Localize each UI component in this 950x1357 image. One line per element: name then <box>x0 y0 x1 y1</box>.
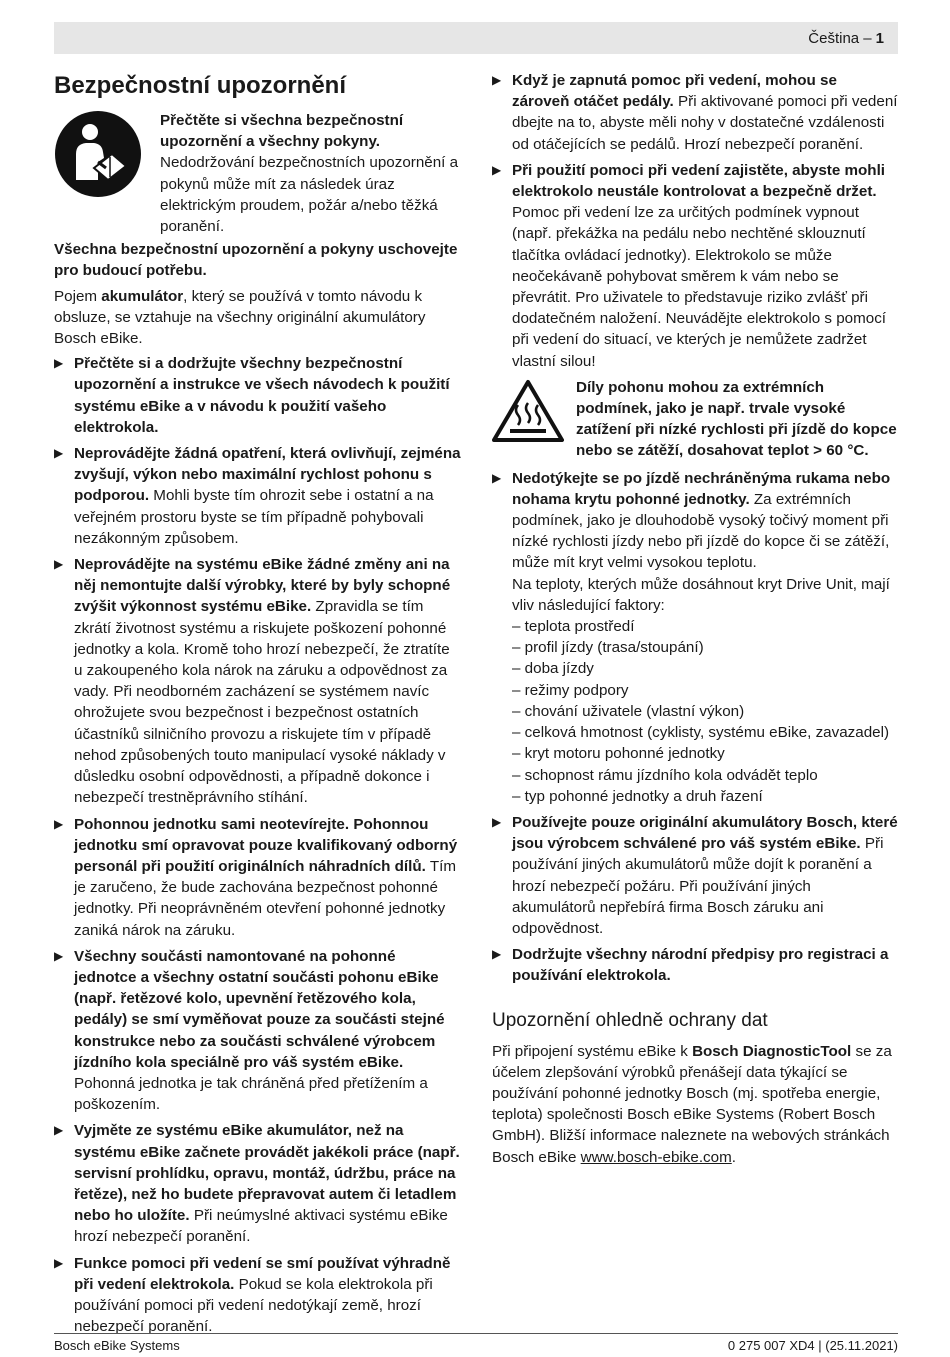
list-item: – celková hmotnost (cyklisty, systému eBike, zavazadel) <box>512 722 898 743</box>
page-title: Bezpečnostní upozornění <box>54 72 347 99</box>
list-item: – typ pohonné jednotky a druh řazení <box>512 786 898 807</box>
bullet-arrow-icon: ▶ <box>54 446 64 461</box>
bullet-arrow-icon: ▶ <box>54 948 64 963</box>
list-item: – kryt motoru pohonné jednotky <box>512 743 898 764</box>
list-item: – doba jízdy <box>512 658 898 679</box>
header-bar <box>54 22 898 54</box>
bullet-arrow-icon: ▶ <box>54 816 64 831</box>
keep-notice <box>54 239 462 281</box>
item-bold: Pohonnou jednotku sami neotevírejte. Pohonnou jednotku smí opravovat pouze kvalifikovaný odborný personál při použití originálních náhradních dílů. <box>74 815 458 875</box>
footer-company: Bosch eBike Systems <box>54 1338 180 1353</box>
intro-bold: Přečtěte si všechna bezpečnostní upozornění a všechny pokyny. <box>160 112 404 151</box>
heat-warning <box>492 377 898 462</box>
battery-term <box>54 286 462 350</box>
item-bold: Když je zapnutá pomoc při vedení, mohou se zároveň otáčet pedály. <box>512 72 837 111</box>
safety-item <box>54 443 462 549</box>
privacy-bold: Bosch DiagnosticTool <box>692 1042 852 1060</box>
privacy-mid: se za účelem zlepšování výrobků přenášejí data týkající se používání pohonné jednotky Bosch (mj. spotřeba energie, teplota) společnosti Bosch eBike Systems (Robert Bosch GmbH). Bližší informace naleznete na webových stránkách Bosch eBike <box>492 1042 892 1166</box>
intro-text <box>160 110 462 237</box>
safety-item <box>492 812 898 939</box>
item-text: Pokud se kola elektrokola při používání pomoci při vedení nedotýkají země, hrozí nebezpečí poranění. <box>74 1275 433 1336</box>
list-item: – schopnost rámu jízdního kola odvádět teplo <box>512 765 898 786</box>
keep-notice-text: Všechna bezpečnostní upozornění a pokyny uschovejte pro budoucí potřebu. <box>54 241 458 280</box>
item-text: Mohli byste tím ohrozit sebe i ostatní a na veřejném prostoru byste se tím případně pohybovali nezákonným způsobem. <box>74 487 434 547</box>
item-bold: Funkce pomoci při vedení se smí používat výhradně při vedení elektrokola. <box>74 1254 451 1293</box>
item-text: Za extrémních podmínek, jako je dlouhodobě vysoký točivý moment při nízké rychlosti jízdy nebo při jízdě do kopce či se zátěží, může mít kryt velmi vysokou teplotu. <box>512 490 890 572</box>
bullet-arrow-icon: ▶ <box>54 557 64 572</box>
factor-list <box>512 616 898 807</box>
list-item: – profil jízdy (trasa/stoupání) <box>512 637 898 658</box>
privacy-heading: Upozornění ohledně ochrany dat <box>492 1009 768 1031</box>
list-item: – režimy podpory <box>512 680 898 701</box>
item-bold: Nedotýkejte se po jízdě nechráněnýma rukama nebo nohama krytu pohonné jednotky. <box>512 469 891 508</box>
item-bold: Vyjměte ze systému eBike akumulátor, než na systému eBike začnete provádět jakékoli práce (např. servisní prohlídku, opravu, montáž, údržbu, práce na řetěze), než ho budete přepravovat autem či letadlem nebo ho uložíte. <box>74 1122 460 1225</box>
bullet-arrow-icon: ▶ <box>492 470 502 485</box>
bullet-arrow-icon: ▶ <box>492 73 502 87</box>
battery-term-post: , který se používá v tomto návodu k obsluze, se vztahuje na všechny originální akumulátory Bosch eBike. <box>54 287 426 348</box>
item-bold: Neprovádějte na systému eBike žádné změny ani na něj nemontujte další výrobky, které by byly schopné zvýšit výkonnost systému eBike. <box>74 556 451 616</box>
safety-item <box>54 814 462 941</box>
privacy-post: . <box>731 1148 736 1166</box>
safety-item <box>54 946 462 1116</box>
item-text: Tím je zaručeno, že bude zachována bezpečnost pohonné jednotky. Při neoprávněném otevření pohonné jednotky zaniká nárok na záruku. <box>74 857 456 939</box>
hot-surface-warning-icon <box>492 377 566 462</box>
language-label: Čeština – <box>808 30 872 47</box>
bullet-arrow-icon: ▶ <box>492 947 502 962</box>
item-bold: Přečtěte si a dodržujte všechny bezpečnostní upozornění a instrukce ve všech návodech k použití systému eBike a v návodu k použití vašeho elektrokola. <box>74 355 450 436</box>
safety-item <box>54 554 462 808</box>
safety-item <box>54 1120 462 1247</box>
battery-term-bold: akumulátor <box>101 287 184 305</box>
footer-divider <box>54 1333 898 1334</box>
privacy-pre: Při připojení systému eBike k <box>492 1042 693 1060</box>
intro-block <box>54 110 462 237</box>
item-text: Pomoc při vedení lze za určitých podmínek vypnout (např. překážka na pedálu nebo nechtěné sklouznutí tlačítka ovládací jednotky). Elektrokolo se může neočekávaně pohybovat směrem k vám nebo se převrátit. Pro uživatele to představuje riziko zvlášť při dodatečném naložení. Neuvádějte elektrokolo s pomocí při vedení do situací, ve kterých je nemůžete zadržet vlastní silou! <box>512 204 887 370</box>
heat-warning-text <box>576 377 898 462</box>
item-bold: Neprovádějte žádná opatření, která ovlivňují, zejména zvyšují, výkon nebo maximální rychlost pohonu s podporou. <box>74 445 461 505</box>
footer-doc-number: 0 275 007 XD4 | (25.11.2021) <box>727 1338 898 1353</box>
battery-term-pre: Pojem <box>54 287 102 305</box>
item-bold: Používejte pouze originální akumulátory Bosch, které jsou výrobcem schválené pro váš systém eBike. <box>512 813 898 853</box>
bullet-arrow-icon: ▶ <box>492 814 502 829</box>
header-language <box>808 30 884 47</box>
factors-intro: Na teploty, kterých může dosáhnout kryt Drive Unit, mají vliv následující faktory: <box>512 575 890 614</box>
bosch-ebike-link[interactable]: www.bosch-ebike.com <box>580 1148 732 1166</box>
left-column <box>54 70 462 1342</box>
item-text: Při používání jiných akumulátorů může dojít k poranění a hrozí nebezpečí požáru. Při používání jiných akumulátorů nepřebírá firma Bosch záruku ani odpovědnost. <box>512 835 884 937</box>
page-number: 1 <box>875 30 884 47</box>
list-item: – teplota prostředí <box>512 616 898 637</box>
bullet-arrow-icon: ▶ <box>54 356 64 371</box>
safety-item <box>492 70 898 155</box>
safety-item <box>54 353 462 438</box>
bullet-arrow-icon: ▶ <box>54 1255 64 1270</box>
intro-body: Nedodržování bezpečnostních upozornění a pokynů může mít za následek úraz elektrickým proudem, požár a/nebo těžká poranění. <box>160 154 459 236</box>
item-bold: Při použití pomoci při vedení zajistěte, abyste mohli elektrokolo neustále kontrolovat a bezpečně držet. <box>512 161 886 201</box>
bullet-arrow-icon: ▶ <box>54 1123 64 1138</box>
item-text: Při aktivované pomoci při vedení dbejte na to, abyste měli nohy v dostatečné vzdálenosti od otáčejících se pedálů. Hrozí nebezpečí poranění. <box>512 93 898 153</box>
bullet-arrow-icon: ▶ <box>492 162 502 177</box>
right-column <box>492 70 898 1172</box>
item-bold: Dodržujte všechny národní předpisy pro registraci a používání elektrokola. <box>512 946 889 985</box>
list-item: – chování uživatele (vlastní výkon) <box>512 701 898 722</box>
item-text: Zpravidla se tím zkrátí životnost systému a riskujete poškození pohonné jednotky a kola. Kromě toho hrozí nebezpečí, že ztratíte u zakoupeného kola nárok na záruku a odpovědnost za vady. Při neodborném zacházení se systémem navíc ohrožujete svou bezpečnost i bezpečnost ostatních účastníků silničního provozu a riskujete tím v případě nehod způsobených touto manipulací vysoké náklady v důsledku osobní odpovědnosti, a případně dokonce i nebezpečí trestněprávního stíhání. <box>74 598 450 807</box>
safety-item <box>492 468 898 807</box>
safety-item <box>492 160 898 372</box>
item-text: Pohonná jednotka je tak chráněná před přetížením a poškozením. <box>74 1074 428 1114</box>
read-manual-icon <box>54 110 142 237</box>
item-text: Při neúmyslné aktivaci systému eBike hrozí nebezpečí poranění. <box>74 1207 448 1246</box>
privacy-text <box>492 1041 898 1168</box>
safety-item <box>492 944 898 986</box>
heat-warning-bold: Díly pohonu mohou za extrémních podmínek, jako je např. trvale vysoké zatížení při nízké rychlosti při jízdě do kopce nebo se zátěží, dosahovat teplot > 60 °C. <box>576 378 897 460</box>
safety-item <box>54 1253 462 1338</box>
item-bold: Všechny součásti namontované na pohonné jednotce a všechny ostatní součásti pohonu eBike (např. řetězové kolo, upevnění řetězového kola, pedály) se smí vyměňovat pouze za součásti stejné konstrukce nebo za součásti schválené výrobcem jízdního kola speciálně pro váš systém eBike. <box>74 947 445 1071</box>
